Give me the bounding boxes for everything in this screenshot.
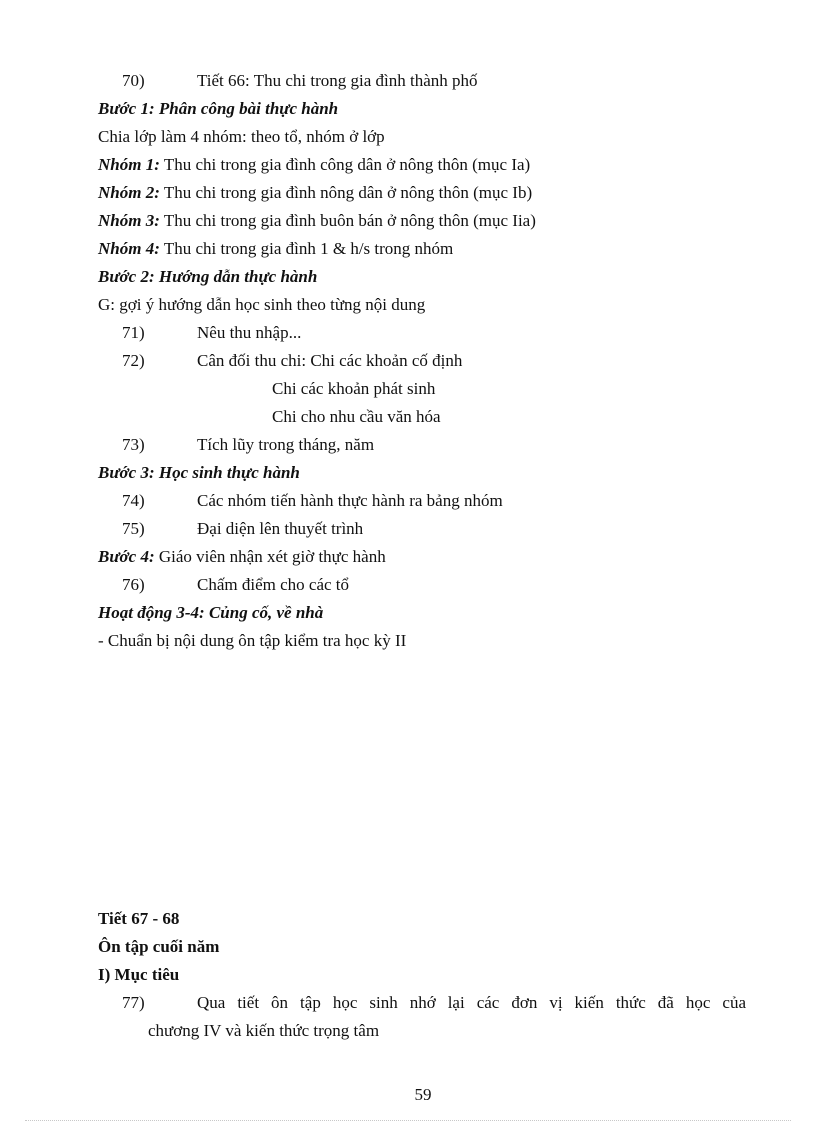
list-number: 74) [122,491,145,510]
step-3-heading: Bước 3: Học sinh thực hành [98,463,300,482]
step-1-heading: Bước 1: Phân công bài thực hành [98,99,339,118]
group-label: Nhóm 1: [98,155,160,174]
step-2-heading: Bước 2: Hướng dẫn thực hành [98,267,318,286]
list-text: Cân đối thu chi: Chi các khoản cố định [197,351,463,370]
paragraph: - Chuẩn bị nội dung ôn tập kiểm tra học kỳ II [98,631,407,650]
group-label: Nhóm 2: [98,183,160,202]
list-number: 72) [122,351,145,370]
list-text: Chấm điểm cho các tổ [197,575,350,594]
group-text: Thu chi trong gia đình buôn bán ở nông thôn (mục Iia) [159,211,536,230]
group-text: Thu chi trong gia đình nông dân ở nông thôn (mục Ib) [159,183,533,202]
list-number: 71) [122,323,145,342]
objectives-heading: I) Mục tiêu [98,965,180,984]
group-text: Thu chi trong gia đình công dân ở nông thôn (mục Ia) [159,155,531,174]
step-4-line [98,546,386,568]
group-3-line [98,210,536,232]
group-label: Nhóm 3: [98,211,160,230]
lesson-heading: Tiết 67 - 68 [98,909,180,928]
footer-divider [25,1120,791,1121]
list-text: Qua tiết ôn tập học sinh nhớ lại các đơn vị kiến thức đã học của [197,993,746,1012]
group-1-line [98,154,530,176]
sub-item-text: Chi các khoản phát sinh [272,379,436,398]
paragraph: G: gợi ý hướng dẫn học sinh theo từng nội dung [98,295,426,314]
step-4-text: Giáo viên nhận xét giờ thực hành [154,547,386,566]
paragraph: Chia lớp làm 4 nhóm: theo tổ, nhóm ở lớp [98,127,385,146]
list-number: 70) [122,71,145,90]
list-text: Tích lũy trong tháng, năm [197,435,375,454]
list-number: 75) [122,519,145,538]
list-number: 77) [122,993,145,1012]
page-number: 59 [414,1085,432,1104]
list-text-continuation: chương IV và kiến thức trọng tâm [148,1021,380,1040]
group-label: Nhóm 4: [98,239,160,258]
activity-heading: Hoạt động 3-4: Củng cố, về nhà [98,603,324,622]
group-text: Thu chi trong gia đình 1 & h/s trong nhóm [159,239,454,258]
section-title: Ôn tập cuối năm [98,937,220,956]
sub-item-text: Chi cho nhu cầu văn hóa [272,407,441,426]
list-text: Nêu thu nhập... [197,323,302,342]
group-2-line [98,182,532,204]
list-text: Các nhóm tiến hành thực hành ra bảng nhóm [197,491,503,510]
list-text: Tiết 66: Thu chi trong gia đình thành phố [197,71,478,90]
step-4-label: Bước 4: [98,547,155,566]
list-text: Đại diện lên thuyết trình [197,519,364,538]
list-number: 73) [122,435,145,454]
group-4-line [98,238,453,260]
list-number: 76) [122,575,145,594]
